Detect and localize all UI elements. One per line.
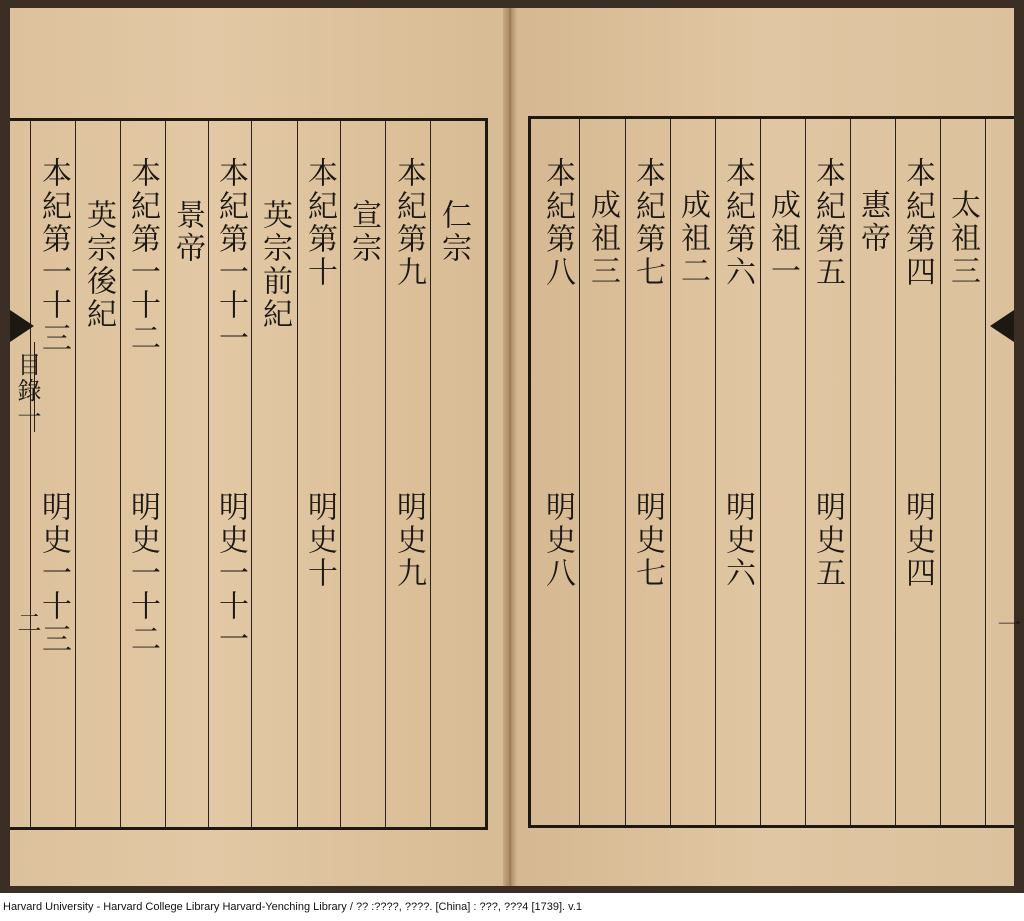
toc-title: 宣宗 — [346, 199, 381, 265]
column-rule — [75, 121, 76, 827]
fishtail-marker-icon — [10, 310, 34, 342]
left-page-frame — [10, 118, 488, 830]
column-rule — [940, 119, 941, 825]
book-gutter — [503, 8, 517, 886]
toc-title: 本紀第十 — [302, 157, 337, 289]
toc-title: 景帝 — [170, 199, 205, 265]
column-rule — [579, 119, 580, 825]
column-rule — [670, 119, 671, 825]
column-rule — [165, 121, 166, 827]
column-rule — [430, 121, 431, 827]
margin-page-number: 二 — [13, 610, 41, 636]
toc-ref: 明史五 — [810, 491, 845, 590]
column-rule — [297, 121, 298, 827]
toc-title: 惠帝 — [855, 189, 890, 255]
toc-title: 本紀第一十三 — [36, 157, 71, 355]
margin-title: 目錄一 — [13, 352, 41, 430]
toc-title: 成祖二 — [675, 189, 710, 288]
toc-ref: 明史八 — [540, 491, 575, 590]
toc-title: 成祖三 — [585, 189, 620, 288]
toc-ref: 明史一十一 — [213, 491, 248, 656]
toc-title: 英宗後紀 — [81, 199, 116, 331]
column-rule — [251, 121, 252, 827]
column-rule — [120, 121, 121, 827]
caption-bar: Harvard University - Harvard College Library Harvard-Yenching Library / ?? :????, ????. [China] : ???, ???4 [1739]. v.1 — [0, 893, 1024, 921]
column-rule — [805, 119, 806, 825]
toc-title: 本紀第五 — [810, 157, 845, 289]
toc-title: 仁宗 — [436, 199, 471, 265]
margin-page-number: 一 — [993, 612, 1021, 638]
toc-title: 本紀第七 — [630, 157, 665, 289]
column-rule — [385, 121, 386, 827]
column-rule — [850, 119, 851, 825]
toc-title: 本紀第六 — [720, 157, 755, 289]
right-page-frame — [528, 116, 1014, 828]
column-rule — [760, 119, 761, 825]
fishtail-marker-icon — [990, 310, 1014, 342]
toc-title: 本紀第九 — [391, 157, 426, 289]
toc-title: 本紀第一十一 — [213, 157, 248, 355]
toc-title: 太祖三 — [945, 189, 980, 288]
toc-ref: 明史十 — [302, 491, 337, 590]
toc-title: 本紀第四 — [900, 157, 935, 289]
column-rule — [715, 119, 716, 825]
toc-ref: 明史九 — [391, 491, 426, 590]
toc-title: 英宗前紀 — [257, 199, 292, 331]
toc-ref: 明史六 — [720, 491, 755, 590]
column-rule — [895, 119, 896, 825]
column-rule — [30, 121, 31, 827]
toc-ref: 明史七 — [630, 491, 665, 590]
toc-title: 成祖一 — [765, 189, 800, 288]
toc-title: 本紀第一十二 — [125, 157, 160, 355]
column-rule — [625, 119, 626, 825]
column-rule — [340, 121, 341, 827]
column-rule — [208, 121, 209, 827]
toc-ref: 明史四 — [900, 491, 935, 590]
column-rule — [985, 119, 986, 825]
toc-ref: 明史一十三 — [36, 491, 71, 656]
toc-title: 本紀第八 — [540, 157, 575, 289]
toc-ref: 明史一十二 — [125, 491, 160, 656]
